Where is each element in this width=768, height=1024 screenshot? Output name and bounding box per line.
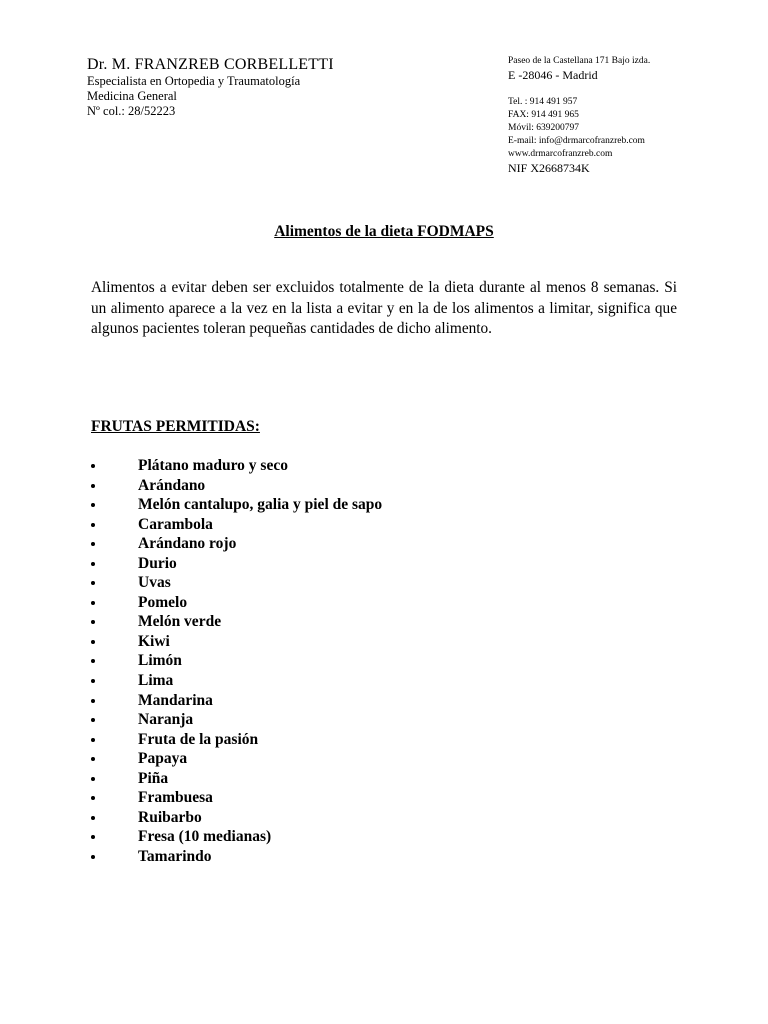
bullet-icon xyxy=(91,855,95,859)
bullet-icon xyxy=(91,699,95,703)
bullet-icon xyxy=(91,777,95,781)
list-item-label: Fruta de la pasión xyxy=(138,730,259,748)
bullet-icon xyxy=(91,523,95,527)
list-item xyxy=(91,456,382,476)
list-item-label: Pomelo xyxy=(138,593,188,611)
list-item xyxy=(91,573,382,593)
bullet-icon xyxy=(91,464,95,468)
list-item-label: Kiwi xyxy=(138,632,170,650)
list-item-label: Melón verde xyxy=(138,613,222,631)
list-item xyxy=(91,808,382,828)
list-item-label: Ruibarbo xyxy=(138,808,202,826)
list-item-label: Melón cantalupo, galia y piel de sapo xyxy=(138,496,383,514)
doctor-header xyxy=(87,56,467,119)
intro-paragraph: Alimentos a evitar deben ser excluidos totalmente de la dieta durante al menos 8 semanas. Si un alimento aparece a la vez en la lista a evitar y en la de los alimentos a limitar, significa que algunos pacientes toleran pequeñas cantidades de dicho alimento. xyxy=(91,279,677,337)
list-item-label: Piña xyxy=(138,769,169,787)
address-line-1: Paseo de la Castellana 171 Bajo izda. xyxy=(508,56,651,66)
list-item-label: Plátano maduro y seco xyxy=(138,457,288,474)
contact-header xyxy=(508,55,748,176)
nif: NIF X2668734K xyxy=(508,161,590,175)
list-item xyxy=(91,788,382,808)
bullet-icon xyxy=(91,542,95,546)
document-title: Alimentos de la dieta FODMAPS xyxy=(274,223,494,240)
bullet-icon xyxy=(91,659,95,663)
list-item xyxy=(91,515,382,535)
list-item xyxy=(91,847,382,867)
bullet-icon xyxy=(91,796,95,800)
list-item xyxy=(91,593,382,613)
list-item xyxy=(91,691,382,711)
list-item xyxy=(91,534,382,554)
mobile: Móvil: 639200797 xyxy=(508,123,579,133)
bullet-icon xyxy=(91,835,95,839)
list-item xyxy=(91,495,382,515)
list-item xyxy=(91,730,382,750)
doctor-specialty: Especialista en Ortopedia y Traumatología xyxy=(87,74,301,88)
fruit-list xyxy=(91,456,382,866)
website: www.drmarcofranzreb.com xyxy=(508,149,613,159)
address-line-2: E -28046 - Madrid xyxy=(508,68,598,82)
bullet-icon xyxy=(91,503,95,507)
list-item-label: Naranja xyxy=(138,711,194,729)
list-item-label: Mandarina xyxy=(138,691,213,709)
list-item-label: Papaya xyxy=(138,750,188,768)
list-item xyxy=(91,651,382,671)
doctor-general: Medicina General xyxy=(87,89,177,103)
list-item-label: Limón xyxy=(138,652,182,670)
list-item-label: Arándano rojo xyxy=(138,535,237,553)
list-item-label: Uvas xyxy=(138,574,171,592)
doctor-name: Dr. M. FRANZREB CORBELLETTI xyxy=(87,56,334,73)
list-item-label: Durio xyxy=(138,554,177,572)
bullet-icon xyxy=(91,581,95,585)
list-item-label: Fresa (10 medianas) xyxy=(138,828,272,846)
bullet-icon xyxy=(91,484,95,488)
list-item xyxy=(91,476,382,496)
section-heading: FRUTAS PERMITIDAS: xyxy=(91,418,260,435)
list-item xyxy=(91,827,382,847)
list-item-label: Frambuesa xyxy=(138,789,213,807)
list-item xyxy=(91,612,382,632)
doctor-college-number: Nº col.: 28/52223 xyxy=(87,104,176,118)
bullet-icon xyxy=(91,679,95,683)
list-item-label: Arándano xyxy=(138,476,206,494)
list-item xyxy=(91,632,382,652)
bullet-icon xyxy=(91,640,95,644)
list-item-label: Tamarindo xyxy=(138,847,212,865)
list-item xyxy=(91,554,382,574)
bullet-icon xyxy=(91,738,95,742)
telephone: Tel. : 914 491 957 xyxy=(508,97,578,107)
list-item xyxy=(91,769,382,789)
bullet-icon xyxy=(91,601,95,605)
fax: FAX: 914 491 965 xyxy=(508,110,579,120)
list-item xyxy=(91,710,382,730)
list-item xyxy=(91,749,382,769)
list-item-label: Carambola xyxy=(138,515,213,533)
bullet-icon xyxy=(91,718,95,722)
bullet-icon xyxy=(91,816,95,820)
bullet-icon xyxy=(91,620,95,624)
list-item xyxy=(91,671,382,691)
email: E-mail: info@drmarcofranzreb.com xyxy=(508,136,645,146)
bullet-icon xyxy=(91,562,95,566)
bullet-icon xyxy=(91,757,95,761)
list-item-label: Lima xyxy=(138,672,174,690)
